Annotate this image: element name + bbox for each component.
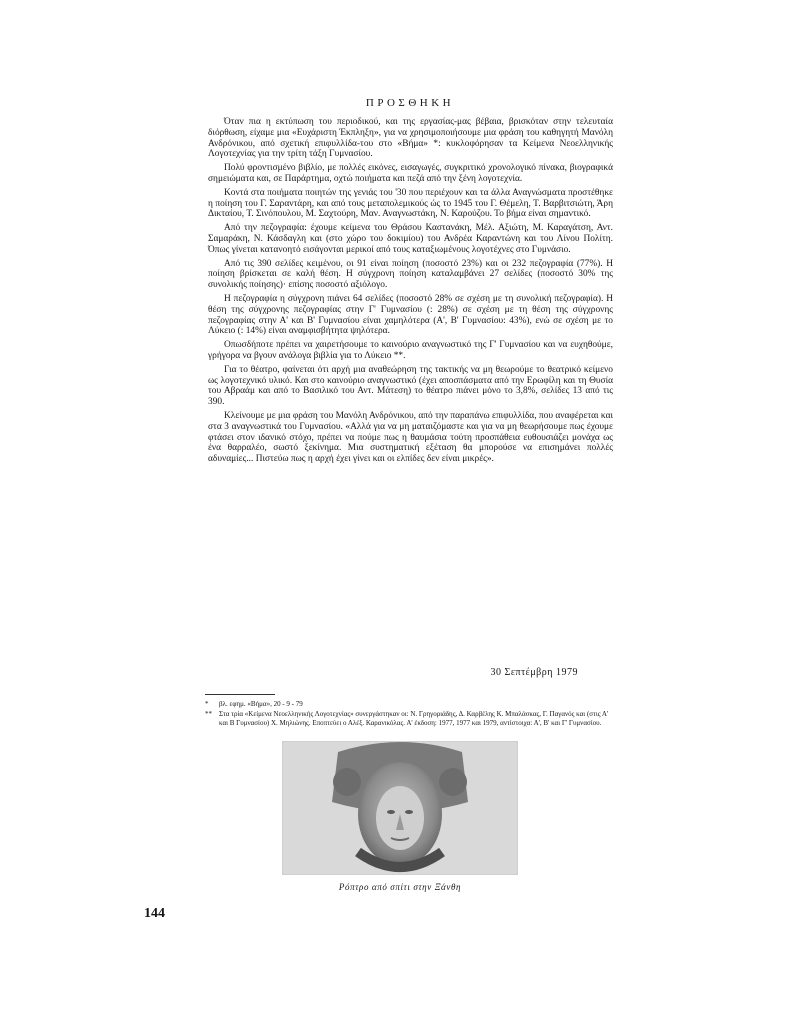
footnote-text: βλ. εφημ. «Βήμα», 20 - 9 - 79 (219, 700, 303, 708)
signature-date: 30 Σεπτέμβρη 1979 (490, 667, 578, 678)
footnote-mark: * (205, 700, 209, 708)
paragraph-5: Από τις 390 σελίδες κειμένου, οι 91 είναι ποίηση (ποσοστό 23%) και οι 232 πεζογραφία (77%). Η ποίηση βρίσκεται σε καλή θέση. Η σύγχρονη ποίηση καταλαμβάνει 27 σελίδες (ποσοστό 30% της συνολικής ποίησης)· επίσης ποσοστό αξιόλογο. (208, 258, 613, 291)
photo-frame (282, 741, 518, 875)
footnotes (205, 700, 615, 729)
paragraph-2: Πολύ φροντισμένο βιβλίο, με πολλές εικόνες, εισαγωγές, συγκριτικό χρονολογικό πίνακα, βιογραφικά σημειώματα και, σε Παράρτημα, οχτώ ποιήματα και πεζά από την ξένη λογοτεχνία. (208, 163, 613, 184)
paragraph-7: Οπωσδήποτε πρέπει να χαιρετήσουμε το καινούριο αναγνωστικό της Γ' Γυμνασίου και να ευχηθούμε, γρήγορα να βγουν ανάλογα βιβλία για το Λύκειο **. (208, 340, 613, 361)
photo-caption: Ρόπτρο από σπίτι στην Ξάνθη (338, 882, 462, 892)
footnote-divider (205, 694, 275, 695)
paragraph-6: Η πεζογραφία η σύγχρονη πιάνει 64 σελίδες (ποσοστό 28% σε σχέση με τη συνολική πεζογραφία). Η θέση της σύγχρονης πεζογραφίας στην Γ' Γυμνασίου (: 28%) σε σχέση με τη θέση της σύγχρονης πεζογραφίας στην Α' και Β' Γυμνασίου είναι χαμηλότερα (Α', Β' Γυμνασίου: 43%), ενώ σε σχέση με το Λύκειο (: 14%) είναι αναμφισβήτητα ψηλότερα. (208, 293, 613, 337)
door-knocker-icon (283, 742, 517, 874)
footnote-2 (205, 710, 615, 728)
section-title: ΠΡΟΣΘΗΚΗ (365, 97, 455, 109)
door-knocker-photo (282, 741, 518, 875)
paragraph-3: Κοντά στα ποιήματα ποιητών της γενιάς του '30 που περιέχουν και τα άλλα Αναγνώσματα προστέθηκε η ποίηση του Γ. Σαραντάρη, και από τους μεταπολεμικούς ώς το 1945 του Γ. Θέμελη, Τ. Βαρβιτσιώτη, Άρη Δικταίου, Τ. Σινόπουλου, Μ. Σαχτούρη, Μαν. Αναγνωστάκη, Ν. Καρούζου. Το βήμα είναι σημαντικό. (208, 187, 613, 220)
footnote-1 (205, 700, 615, 709)
article-body (208, 117, 613, 468)
paragraph-9: Κλείνουμε με μια φράση του Μανόλη Ανδρόνικου, από την παραπάνω επιφυλλίδα, που αναφέρεται και στα 3 αναγνωστικά του Γυμνασίου. «Αλλά για να μη ματαιζόμαστε και για να μη θεωρήσουμε πως έχουμε φτάσει στον ιδανικό στόχο, πρέπει να πούμε πως η θαυμάσια τούτη προσπάθεια ευθουσιάζει μονάχα ως ένα θαρραλέο, σωστό ξεκίνημα. Μια συστηματική εξέταση θα μπορούσε να επισημάνει πολλές αδυναμίες... Πιστεύω πως η αρχή έχει γίνει και οι ελπίδες δεν είναι μικρές». (208, 410, 613, 465)
paragraph-1: Όταν πια η εκτύπωση του περιοδικού, και της εργασίας-μας βέβαια, βρισκόταν στην τελευταία διόρθωση, είχαμε μια «Ευχάριστη Έκπληξη», για να χρησιμοποιήσουμε μια φράση του καθηγητή Μανόλη Ανδρόνικου, από σχετική επιφυλλίδα-του στο «Βήμα» *: κυκλοφόρησαν τα Κείμενα Νεοελληνικής Λογοτεχνίας για την τρίτη τάξη Γυμνασίου. (208, 117, 613, 160)
footnote-text: Στα τρία «Κείμενα Νεοελληνικής Λογοτεχνίας» συνεργάστηκαν οι: Ν. Γρηγοριάδης, Δ. Καρβέλης Κ. Μπαλάσκας, Γ. Παγανός και (στις Α' και Β Γυμνασίου) Χ. Μηλιώνης. Εποπτεύει ο Αλέξ. Καρανικόλας. Α' έκδοση: 1977, 1977 και 1979, αντίστοιχα: Α', Β' και Γ' Γυμνασίου. (219, 710, 609, 727)
paragraph-4: Από την πεζογραφία: έχουμε κείμενα του Θράσου Καστανάκη, Μέλ. Αξιώτη, Μ. Καραγάτση, Αντ. Σαμαράκη, Ν. Κάσδαγλη και (στο χώρο του δοκιμίου) του Ανδρέα Καραντώνη και του Λίνου Πολίτη. Όπως γίνεται κατανοητό εισάγονται μερικοί από τους καταξιωμένους λογοτέχνες στο Γυμνάσιο. (208, 223, 613, 255)
paragraph-8: Για το θέατρο, φαίνεται ότι αρχή μια αναθεώρηση της τακτικής να μη θεωρούμε το θεατρικό κείμενο ως λογοτεχνικό υλικό. Και στο καινούριο αναγνωστικό (έχει αποσπάσματα από την Ερωφίλη και τη Θυσία του Αβραάμ και από το Βασιλικό του Αντ. Μάτεση) το θέατρο πιάνει μόνο το 3,8%, σελίδες 13 από τις 390. (208, 364, 613, 408)
page-number: 144 (144, 906, 165, 921)
footnote-mark: ** (205, 710, 212, 718)
